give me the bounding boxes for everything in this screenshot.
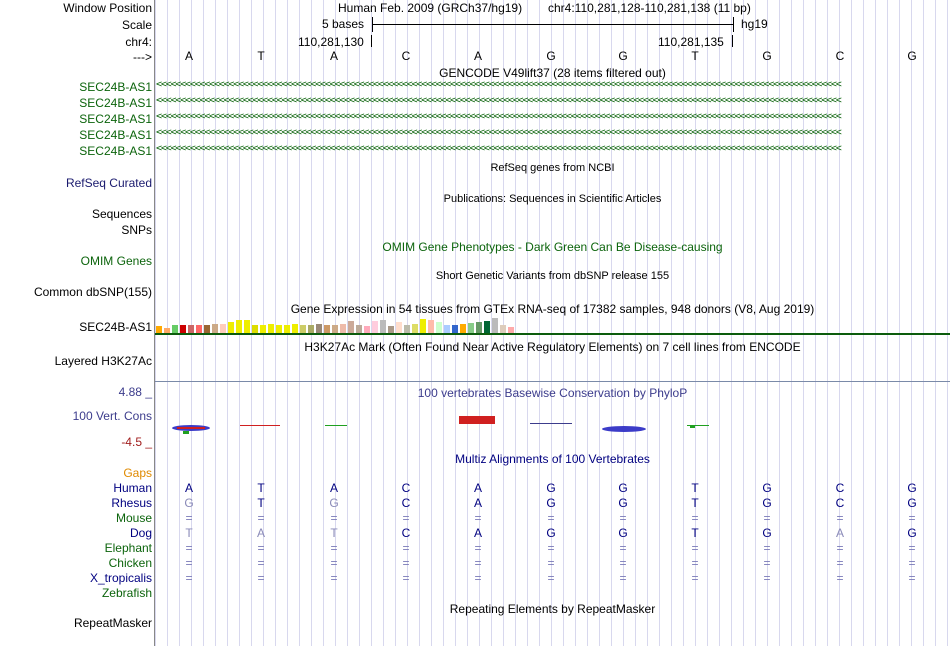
multiz-base: = [257, 511, 265, 525]
gencode-transcript-line[interactable]: <<<<<<<<<<<<<<<<<<<<<<<<<<<<<<<<<<<<<<<<<<<<<<<<<<<<<<<<<<<<<<<<<<<<<<<<<<<<<<<<<<<<<<<<<<<<<<<<<<<<<<<<<<<<<<<<<<<<<<<<<<<<<<<<<<<<<<<<<<<<<< [156, 111, 841, 122]
assembly-text: Human Feb. 2009 (GRCh37/hg19) [338, 1, 523, 15]
repeatmasker-label[interactable]: RepeatMasker [73, 616, 152, 630]
multiz-species-label[interactable]: Mouse [115, 511, 152, 525]
gencode-transcript-line[interactable]: <<<<<<<<<<<<<<<<<<<<<<<<<<<<<<<<<<<<<<<<<<<<<<<<<<<<<<<<<<<<<<<<<<<<<<<<<<<<<<<<<<<<<<<<<<<<<<<<<<<<<<<<<<<<<<<<<<<<<<<<<<<<<<<<<<<<<<<<<<<<<< [156, 95, 841, 106]
gtex-label[interactable]: SEC24B-AS1 [79, 320, 152, 334]
base-letter: G [907, 49, 917, 63]
gencode-track-title[interactable]: GENCODE V49lift37 (28 items filtered out) [439, 66, 666, 80]
multiz-base: A [473, 496, 482, 510]
multiz-base: A [329, 481, 338, 495]
multiz-base: = [836, 541, 844, 555]
multiz-base: = [547, 571, 555, 585]
multiz-base: = [908, 571, 916, 585]
multiz-base: = [330, 556, 338, 570]
scale-bar-left-tick [372, 17, 373, 32]
multiz-base: = [763, 556, 771, 570]
multiz-base: G [618, 496, 628, 510]
coord-left: 110,281,130 [298, 35, 364, 49]
multiz-base: = [691, 511, 699, 525]
multiz-base: = [908, 511, 916, 525]
gencode-transcript-line[interactable]: <<<<<<<<<<<<<<<<<<<<<<<<<<<<<<<<<<<<<<<<<<<<<<<<<<<<<<<<<<<<<<<<<<<<<<<<<<<<<<<<<<<<<<<<<<<<<<<<<<<<<<<<<<<<<<<<<<<<<<<<<<<<<<<<<<<<<<<<<<<<<< [156, 143, 841, 154]
base-letter: G [762, 49, 772, 63]
window-position-label: Window Position [63, 1, 152, 15]
phylop-min-label: -4.5 _ [121, 435, 152, 449]
publications-track-title[interactable]: Publications: Sequences in Scientific Articles [443, 193, 662, 205]
gencode-item-label[interactable]: SEC24B-AS1 [79, 112, 152, 126]
multiz-base: = [402, 541, 410, 555]
dbsnp-track-title[interactable]: Short Genetic Variants from dbSNP release 155 [435, 270, 670, 282]
multiz-base: = [185, 511, 193, 525]
h3k27ac-signal-line [155, 381, 950, 382]
publications-snps-label[interactable]: SNPs [121, 223, 152, 237]
phylop-base-mark [325, 425, 347, 426]
multiz-base: = [691, 556, 699, 570]
position-text: chr4:110,281,128-110,281,138 (11 bp) [548, 1, 751, 15]
gencode-item-label[interactable]: SEC24B-AS1 [79, 128, 152, 142]
chrom-label: chr4: [125, 35, 152, 49]
multiz-base: = [402, 511, 410, 525]
multiz-base: = [619, 556, 627, 570]
multiz-base: G [907, 481, 917, 495]
refseq-label[interactable]: RefSeq Curated [65, 176, 152, 190]
gencode-item-label[interactable]: SEC24B-AS1 [79, 80, 152, 94]
multiz-base: T [257, 481, 265, 495]
multiz-base: = [691, 571, 699, 585]
omim-track-title[interactable]: OMIM Gene Phenotypes - Dark Green Can Be Disease-causing [382, 240, 723, 254]
gtex-bar-chart[interactable] [156, 316, 556, 334]
phylop-base-mark [459, 416, 495, 424]
coord-right-tick [732, 35, 733, 47]
gaps-label[interactable]: Gaps [123, 466, 152, 480]
multiz-base: = [185, 556, 193, 570]
phylop-max-label: 4.88 _ [118, 385, 152, 399]
multiz-species-label[interactable]: Zebrafish [101, 586, 152, 600]
gtex-tissue-bar[interactable] [236, 320, 242, 334]
multiz-base: T [691, 526, 699, 540]
phylop-base-mark [530, 423, 572, 424]
refseq-track-title[interactable]: RefSeq genes from NCBI [490, 162, 615, 174]
multiz-base: = [257, 571, 265, 585]
gtex-track-title[interactable]: Gene Expression in 54 tissues from GTEx RNA-seq of 17382 samples, 948 donors (V8, Aug 2019) [290, 302, 815, 316]
base-letter: G [618, 49, 628, 63]
multiz-base: G [546, 481, 556, 495]
multiz-base: = [330, 541, 338, 555]
multiz-base: A [256, 526, 265, 540]
base-letter: T [691, 49, 699, 63]
multiz-base: T [257, 496, 265, 510]
multiz-species-label[interactable]: Rhesus [111, 496, 152, 510]
multiz-base: A [473, 526, 482, 540]
multiz-base: = [547, 556, 555, 570]
gencode-item-label[interactable]: SEC24B-AS1 [79, 96, 152, 110]
multiz-species-label[interactable]: X_tropicalis [89, 571, 152, 585]
multiz-base: G [546, 526, 556, 540]
multiz-base: = [836, 571, 844, 585]
multiz-base: G [762, 481, 772, 495]
coord-left-tick [371, 35, 372, 47]
gtex-tissue-bar[interactable] [420, 319, 426, 334]
gtex-tissue-bar[interactable] [428, 320, 434, 334]
multiz-base: = [402, 556, 410, 570]
gtex-baseline [155, 333, 950, 335]
h3k27ac-label[interactable]: Layered H3K27Ac [54, 354, 152, 368]
multiz-species-label[interactable]: Dog [129, 526, 152, 540]
multiz-base: = [474, 511, 482, 525]
multiz-base: = [330, 511, 338, 525]
multiz-base: = [763, 571, 771, 585]
gencode-transcript-line[interactable]: <<<<<<<<<<<<<<<<<<<<<<<<<<<<<<<<<<<<<<<<<<<<<<<<<<<<<<<<<<<<<<<<<<<<<<<<<<<<<<<<<<<<<<<<<<<<<<<<<<<<<<<<<<<<<<<<<<<<<<<<<<<<<<<<<<<<<<<<<<<<<< [156, 79, 841, 90]
multiz-base: G [907, 526, 917, 540]
phylop-base-mark [602, 426, 646, 432]
multiz-base: = [836, 556, 844, 570]
repeatmasker-track-title[interactable]: Repeating Elements by RepeatMasker [449, 602, 656, 616]
multiz-base: G [184, 496, 194, 510]
base-letter: A [184, 49, 193, 63]
base-letter: C [401, 49, 411, 63]
phylop-base-mark [690, 425, 695, 428]
base-letter: T [257, 49, 265, 63]
multiz-base: = [619, 511, 627, 525]
gtex-tissue-bar[interactable] [492, 318, 498, 334]
dbsnp-label[interactable]: Common dbSNP(155) [33, 285, 152, 299]
multiz-base: = [185, 571, 193, 585]
strand-arrow-label[interactable]: ---> [133, 50, 152, 64]
multiz-base: = [474, 571, 482, 585]
multiz-base: C [401, 481, 411, 495]
base-letter: A [473, 49, 482, 63]
multiz-base: T [691, 481, 699, 495]
multiz-base: C [835, 496, 845, 510]
phylop-label[interactable]: 100 Vert. Cons [72, 409, 152, 423]
multiz-base: = [619, 541, 627, 555]
multiz-species-label[interactable]: Elephant [104, 541, 152, 555]
gencode-transcript-line[interactable]: <<<<<<<<<<<<<<<<<<<<<<<<<<<<<<<<<<<<<<<<<<<<<<<<<<<<<<<<<<<<<<<<<<<<<<<<<<<<<<<<<<<<<<<<<<<<<<<<<<<<<<<<<<<<<<<<<<<<<<<<<<<<<<<<<<<<<<<<<<<<<< [156, 127, 841, 138]
multiz-base: = [763, 541, 771, 555]
scale-label: Scale [121, 18, 152, 32]
base-letter: C [835, 49, 845, 63]
multiz-base: = [474, 556, 482, 570]
multiz-base: G [329, 496, 339, 510]
scale-text: 5 bases [322, 17, 365, 31]
multiz-base: = [257, 541, 265, 555]
phylop-base-mark [177, 427, 205, 429]
gencode-item-label[interactable]: SEC24B-AS1 [79, 144, 152, 158]
multiz-base: = [619, 571, 627, 585]
phylop-base-mark [183, 431, 189, 434]
phylop-track-title[interactable]: 100 vertebrates Basewise Conservation by PhyloP [417, 386, 688, 400]
phylop-base-mark [240, 425, 280, 426]
multiz-base: C [401, 496, 411, 510]
publications-sequences-label[interactable]: Sequences [91, 207, 152, 221]
base-letter: A [329, 49, 338, 63]
gtex-tissue-bar[interactable] [380, 320, 386, 334]
multiz-base: T [691, 496, 699, 510]
multiz-species-label[interactable]: Human [113, 481, 152, 495]
multiz-track-title[interactable]: Multiz Alignments of 100 Vertebrates [455, 452, 650, 466]
multiz-base: = [908, 541, 916, 555]
scale-bar-right-tick [733, 17, 734, 32]
multiz-base: = [547, 541, 555, 555]
multiz-base: G [907, 496, 917, 510]
multiz-base: G [546, 496, 556, 510]
multiz-base: = [547, 511, 555, 525]
multiz-base: C [835, 481, 845, 495]
coord-right: 110,281,135 [658, 35, 724, 49]
multiz-base: A [184, 481, 193, 495]
multiz-base: A [473, 481, 482, 495]
multiz-base: = [402, 571, 410, 585]
multiz-base: T [185, 526, 193, 540]
multiz-base: A [835, 526, 844, 540]
multiz-base: = [330, 571, 338, 585]
omim-label[interactable]: OMIM Genes [80, 254, 152, 268]
multiz-base: T [330, 526, 338, 540]
multiz-base: G [618, 481, 628, 495]
multiz-base: = [474, 541, 482, 555]
multiz-base: = [763, 511, 771, 525]
multiz-base: = [908, 556, 916, 570]
label-divider [154, 0, 155, 646]
db-text: hg19 [741, 17, 768, 31]
multiz-base: = [691, 541, 699, 555]
multiz-base: C [401, 526, 411, 540]
base-sequence-row [0, 49, 950, 63]
scale-bar [372, 24, 733, 25]
multiz-base: G [618, 526, 628, 540]
multiz-species-label[interactable]: Chicken [108, 556, 152, 570]
h3k27ac-track-title[interactable]: H3K27Ac Mark (Often Found Near Active Regulatory Elements) on 7 cell lines from ENCODE [304, 340, 801, 354]
multiz-base: G [762, 496, 772, 510]
multiz-base: = [257, 556, 265, 570]
gtex-tissue-bar[interactable] [244, 320, 250, 334]
multiz-base: G [762, 526, 772, 540]
phylop-conservation-plot[interactable] [155, 410, 950, 440]
multiz-base: = [185, 541, 193, 555]
multiz-base: = [836, 511, 844, 525]
base-letter: G [546, 49, 556, 63]
